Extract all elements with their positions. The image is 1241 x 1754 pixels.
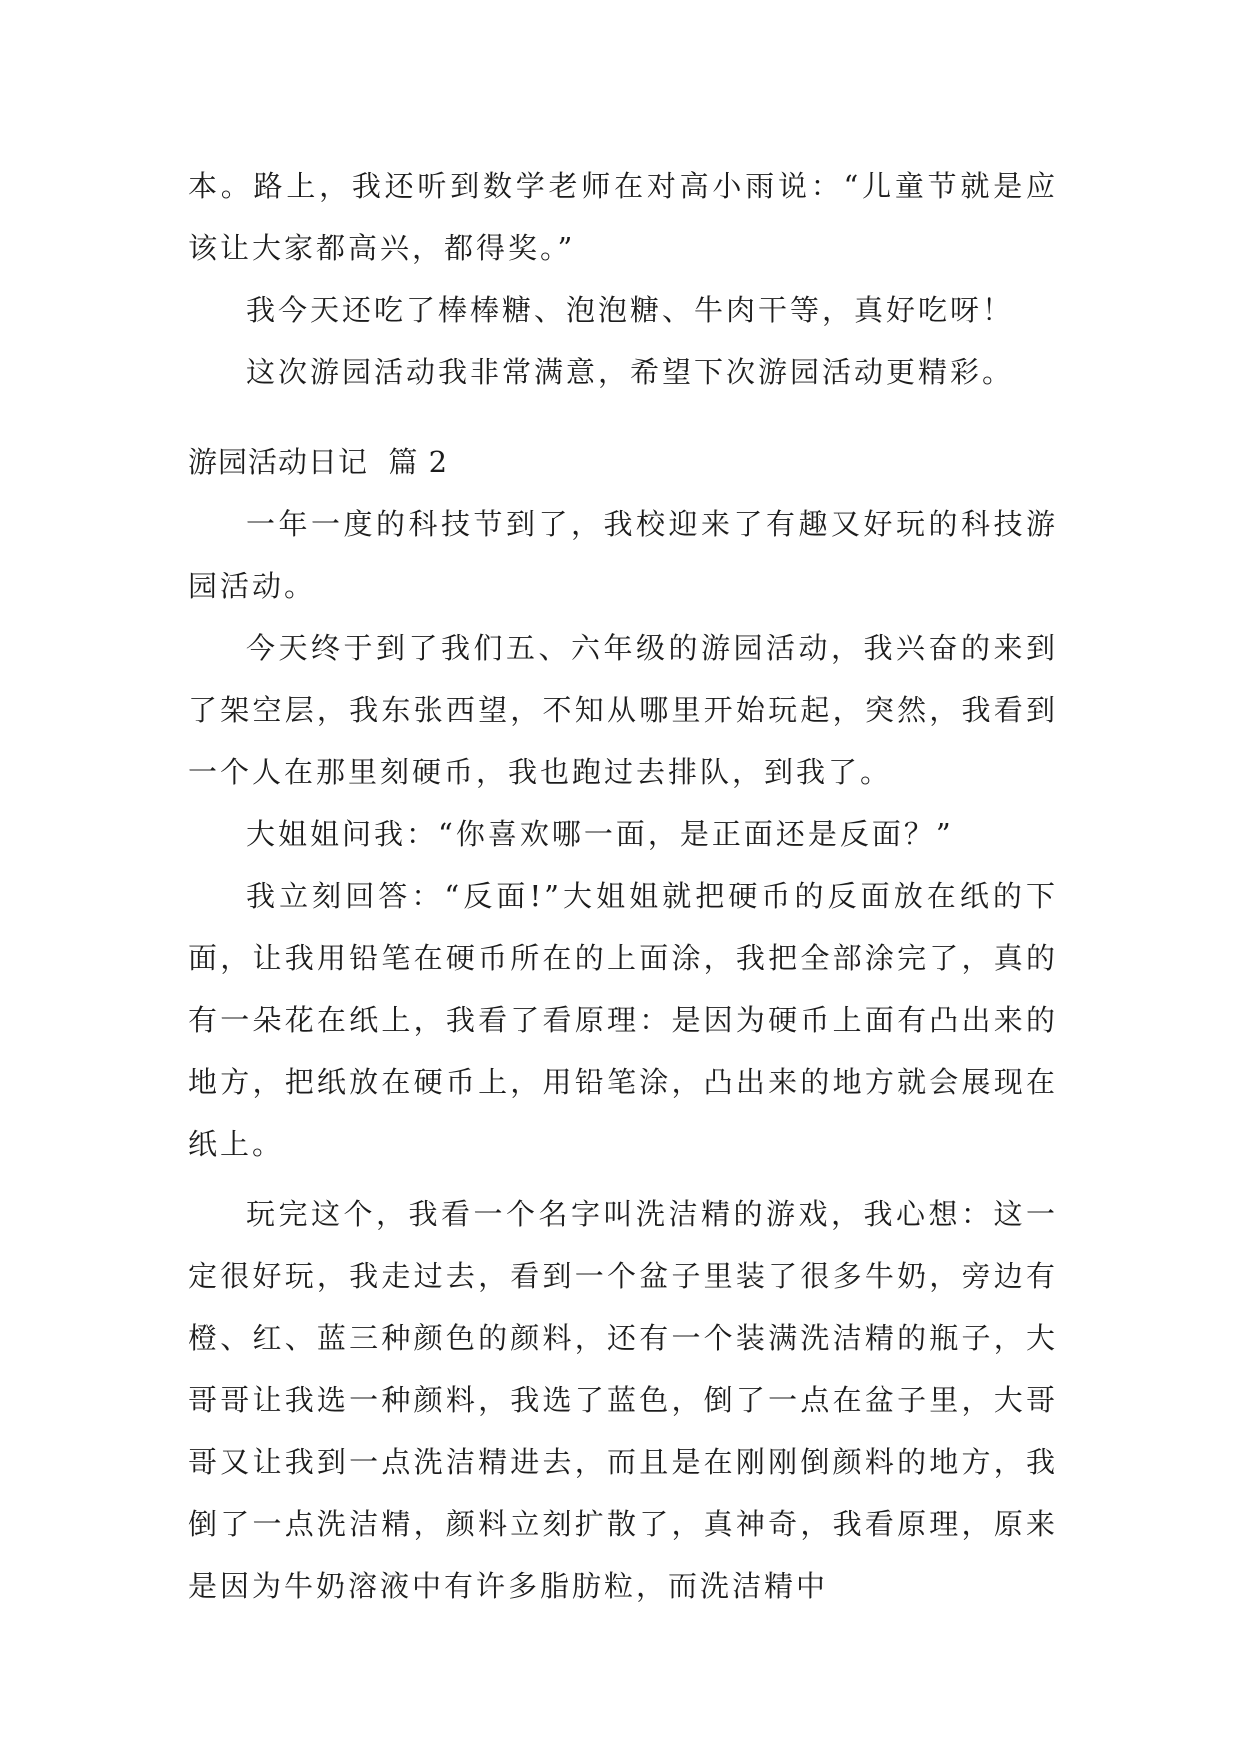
continuation-paragraph: 本。路上，我还听到数学老师在对高小雨说：“儿童节就是应该让大家都高兴，都得奖。” [188, 169, 1058, 265]
paragraph-satisfied: 这次游园活动我非常满意，希望下次游园活动更精彩。 [246, 355, 1015, 389]
paragraph-sister-question: 大姐姐问我：“你喜欢哪一面，是正面还是反面？” [246, 817, 954, 851]
paragraph-snacks: 我今天还吃了棒棒糖、泡泡糖、牛肉干等，真好吃呀！ [246, 293, 1015, 327]
document-body [188, 155, 1058, 1617]
section-spacer [188, 403, 1058, 431]
paragraph-coin-rubbing: 我立刻回答：“反面!”大姐姐就把硬币的反面放在纸的下面，让我用铅笔在硬币所在的上面涂，我把全部涂完了，真的有一朵花在纸上，我看了看原理：是因为硬币上面有凸出来的地方，把纸放在硬币上，用铅笔涂，凸出来的地方就会展现在纸上。 [188, 879, 1058, 1161]
paragraph-detergent-game: 玩完这个，我看一个名字叫洗洁精的游戏，我心想：这一定很好玩，我走过去，看到一个盆子里装了很多牛奶，旁边有橙、红、蓝三种颜色的颜料，还有一个装满洗洁精的瓶子，大哥哥让我选一种颜料，我选了蓝色，倒了一点在盆子里，大哥哥又让我到一点洗洁精进去，而且是在刚刚倒颜料的地方，我倒了一点洗洁精，颜料立刻扩散了，真神奇，我看原理，原来是因为牛奶溶液中有许多脂肪粒，而洗洁精中 [188, 1197, 1058, 1603]
paragraph-intro: 一年一度的科技节到了，我校迎来了有趣又好玩的科技游园活动。 [188, 507, 1058, 603]
paragraph-coin-arrival: 今天终于到了我们五、六年级的游园活动，我兴奋的来到了架空层，我东张西望，不知从哪里开始玩起，突然，我看到一个人在那里刻硬币，我也跑过去排队，到我了。 [188, 631, 1058, 789]
paragraph-spacer [188, 1175, 1058, 1183]
section-title: 游园活动日记 篇 2 [188, 445, 449, 479]
